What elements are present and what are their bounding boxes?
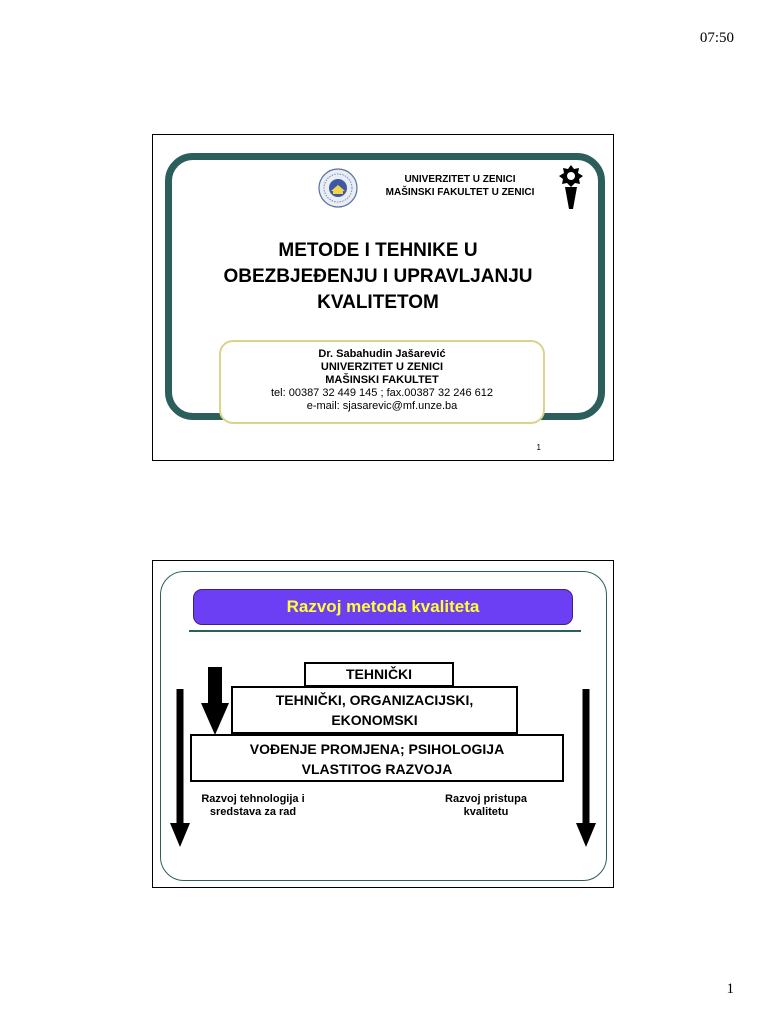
slide-2 bbox=[152, 560, 614, 888]
down-arrow-icon bbox=[201, 667, 229, 735]
title-line-3: KVALITETOM bbox=[317, 292, 439, 313]
contact-phone: tel: 00387 32 449 145 ; fax.00387 32 246 612 bbox=[270, 387, 494, 399]
caption-left-line-2: sredstava za rad bbox=[209, 806, 297, 818]
level-change-management bbox=[190, 734, 564, 782]
university-line-2: MAŠINSKI FAKULTET U ZENICI bbox=[385, 187, 535, 198]
level-3-line-1: VOĐENJE PROMJENA; PSIHOLOGIJA bbox=[249, 741, 505, 757]
author-university: UNIVERZITET U ZENICI bbox=[320, 361, 444, 373]
author-info-box bbox=[219, 340, 545, 424]
contact-email: e-mail: sjasarevic@mf.unze.ba bbox=[306, 400, 458, 412]
university-header bbox=[367, 173, 553, 199]
title-underline bbox=[189, 630, 581, 632]
title-line-1: METODE I TEHNIKE U bbox=[278, 240, 478, 261]
level-technical: TEHNIČKI bbox=[304, 662, 454, 687]
slide-number: 1 bbox=[536, 443, 541, 452]
author-name: Dr. Sabahudin Jašarević bbox=[318, 348, 446, 360]
down-arrow-icon bbox=[170, 689, 190, 847]
university-seal-icon bbox=[318, 168, 358, 208]
faculty-gear-logo-icon bbox=[557, 163, 585, 211]
page-number: 1 bbox=[726, 981, 734, 997]
slide-1 bbox=[152, 134, 614, 461]
level-2-line-2: EKONOMSKI bbox=[331, 712, 418, 728]
level-technical-organizational bbox=[231, 686, 518, 734]
slide-title: Razvoj metoda kvaliteta bbox=[193, 589, 573, 625]
down-arrow-icon bbox=[576, 689, 596, 847]
author-faculty: MAŠINSKI FAKULTET bbox=[325, 374, 439, 386]
time-label: 07:50 bbox=[699, 30, 734, 46]
caption-right-line-2: kvalitetu bbox=[463, 806, 509, 818]
caption-quality-approach bbox=[431, 793, 541, 819]
caption-right-line-1: Razvoj pristupa bbox=[445, 793, 527, 805]
caption-left-line-1: Razvoj tehnologija i bbox=[201, 793, 305, 805]
caption-technology bbox=[198, 793, 308, 819]
title-line-2: OBEZBJEĐENJU I UPRAVLJANJU bbox=[223, 266, 533, 287]
presentation-title bbox=[178, 238, 578, 316]
level-2-line-1: TEHNIČKI, ORGANIZACIJSKI, bbox=[275, 692, 474, 708]
level-3-line-2: VLASTITOG RAZVOJA bbox=[301, 761, 453, 777]
university-line-1: UNIVERZITET U ZENICI bbox=[404, 174, 516, 185]
